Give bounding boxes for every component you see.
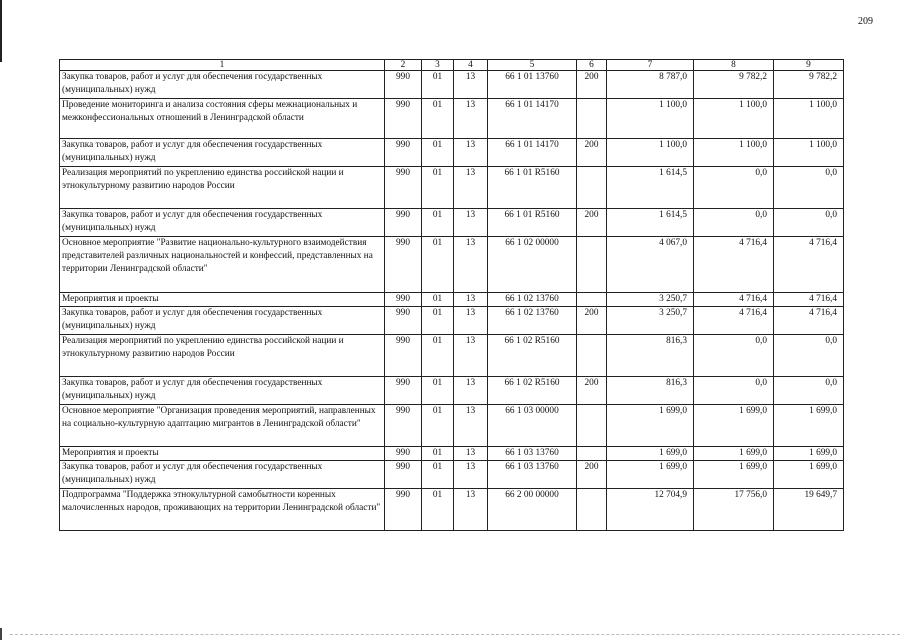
target-article-cell: 66 1 01 13760: [488, 71, 577, 99]
subsection-cell: 13: [454, 71, 488, 99]
expense-type-cell: 200: [577, 461, 607, 489]
amount-year1-cell: 1 699,0: [607, 461, 694, 489]
expense-type-cell: [577, 99, 607, 139]
table-row: [60, 209, 844, 237]
table-row: [60, 461, 844, 489]
amount-year2-cell: 17 756,0: [694, 489, 774, 531]
table-row: [60, 307, 844, 335]
code-cell: 990: [385, 377, 422, 405]
table-row: [60, 71, 844, 99]
target-article-cell: 66 1 01 14170: [488, 139, 577, 167]
target-article-cell: 66 1 02 R5160: [488, 377, 577, 405]
col-header-4: 4: [454, 60, 488, 71]
code-cell: 990: [385, 307, 422, 335]
subsection-cell: 13: [454, 293, 488, 307]
table-row: [60, 139, 844, 167]
section-cell: 01: [422, 167, 454, 209]
amount-year2-cell: 4 716,4: [694, 293, 774, 307]
target-article-cell: 66 1 01 R5160: [488, 209, 577, 237]
col-header-1: 1: [60, 60, 385, 71]
row-name-cell: Основное мероприятие "Организация проведения мероприятий, направленных на социально-культурную адаптацию мигрантов в Ленинградской области": [60, 405, 385, 447]
expense-type-cell: [577, 335, 607, 377]
row-name-cell: Реализация мероприятий по укреплению единства российской нации и этнокультурному развитию народов России: [60, 167, 385, 209]
section-cell: 01: [422, 71, 454, 99]
subsection-cell: 13: [454, 307, 488, 335]
target-article-cell: 66 1 02 R5160: [488, 335, 577, 377]
row-name-cell: Подпрограмма "Поддержка этнокультурной самобытности коренных малочисленных народов, проживающих на территории Ленинградской области": [60, 489, 385, 531]
budget-table: [59, 59, 844, 531]
code-cell: 990: [385, 293, 422, 307]
amount-year1-cell: 4 067,0: [607, 237, 694, 293]
code-cell: 990: [385, 335, 422, 377]
row-name-cell: Мероприятия и проекты: [60, 447, 385, 461]
amount-year3-cell: 19 649,7: [774, 489, 844, 531]
amount-year3-cell: 4 716,4: [774, 293, 844, 307]
col-header-6: 6: [577, 60, 607, 71]
target-article-cell: 66 1 02 13760: [488, 307, 577, 335]
expense-type-cell: 200: [577, 209, 607, 237]
subsection-cell: 13: [454, 405, 488, 447]
code-cell: 990: [385, 237, 422, 293]
amount-year2-cell: 4 716,4: [694, 307, 774, 335]
page-number: 209: [858, 16, 873, 27]
target-article-cell: 66 1 01 14170: [488, 99, 577, 139]
table-row: [60, 447, 844, 461]
table-row: [60, 335, 844, 377]
amount-year3-cell: 1 100,0: [774, 99, 844, 139]
section-cell: 01: [422, 335, 454, 377]
amount-year3-cell: 0,0: [774, 209, 844, 237]
row-name-cell: Реализация мероприятий по укреплению единства российской нации и этнокультурному развитию народов России: [60, 335, 385, 377]
row-name-cell: Закупка товаров, работ и услуг для обеспечения государственных (муниципальных) нужд: [60, 307, 385, 335]
scan-artifact-line: [10, 634, 900, 636]
code-cell: 990: [385, 447, 422, 461]
target-article-cell: 66 1 02 00000: [488, 237, 577, 293]
expense-type-cell: [577, 237, 607, 293]
amount-year1-cell: 12 704,9: [607, 489, 694, 531]
section-cell: 01: [422, 237, 454, 293]
subsection-cell: 13: [454, 139, 488, 167]
subsection-cell: 13: [454, 167, 488, 209]
subsection-cell: 13: [454, 209, 488, 237]
row-name-cell: Проведение мониторинга и анализа состояния сферы межнациональных и межконфессиональных отношений в Ленинградской области: [60, 99, 385, 139]
amount-year2-cell: 0,0: [694, 209, 774, 237]
subsection-cell: 13: [454, 99, 488, 139]
col-header-9: 9: [774, 60, 844, 71]
amount-year1-cell: 816,3: [607, 335, 694, 377]
target-article-cell: 66 2 00 00000: [488, 489, 577, 531]
target-article-cell: 66 1 02 13760: [488, 293, 577, 307]
target-article-cell: 66 1 01 R5160: [488, 167, 577, 209]
table-row: [60, 237, 844, 293]
section-cell: 01: [422, 293, 454, 307]
amount-year1-cell: 8 787,0: [607, 71, 694, 99]
row-name-cell: Мероприятия и проекты: [60, 293, 385, 307]
amount-year1-cell: 1 614,5: [607, 167, 694, 209]
row-name-cell: Закупка товаров, работ и услуг для обеспечения государственных (муниципальных) нужд: [60, 139, 385, 167]
amount-year1-cell: 3 250,7: [607, 293, 694, 307]
target-article-cell: 66 1 03 13760: [488, 447, 577, 461]
scan-edge-mark-bottom: [0, 628, 2, 640]
amount-year2-cell: 1 699,0: [694, 405, 774, 447]
amount-year1-cell: 1 614,5: [607, 209, 694, 237]
subsection-cell: 13: [454, 461, 488, 489]
section-cell: 01: [422, 139, 454, 167]
amount-year2-cell: 1 699,0: [694, 447, 774, 461]
amount-year1-cell: 3 250,7: [607, 307, 694, 335]
amount-year2-cell: 4 716,4: [694, 237, 774, 293]
code-cell: 990: [385, 461, 422, 489]
table-row: [60, 489, 844, 531]
subsection-cell: 13: [454, 237, 488, 293]
code-cell: 990: [385, 139, 422, 167]
code-cell: 990: [385, 209, 422, 237]
amount-year3-cell: 1 699,0: [774, 405, 844, 447]
amount-year1-cell: 1 100,0: [607, 139, 694, 167]
section-cell: 01: [422, 99, 454, 139]
code-cell: 990: [385, 167, 422, 209]
col-header-8: 8: [694, 60, 774, 71]
amount-year2-cell: 0,0: [694, 377, 774, 405]
row-name-cell: Закупка товаров, работ и услуг для обеспечения государственных (муниципальных) нужд: [60, 71, 385, 99]
scan-edge-mark: [0, 0, 2, 62]
section-cell: 01: [422, 447, 454, 461]
amount-year2-cell: 0,0: [694, 167, 774, 209]
table-row: [60, 405, 844, 447]
table-body: [60, 71, 844, 531]
amount-year3-cell: 1 699,0: [774, 461, 844, 489]
column-number-row: [60, 60, 844, 71]
expense-type-cell: 200: [577, 139, 607, 167]
subsection-cell: 13: [454, 447, 488, 461]
amount-year3-cell: 1 100,0: [774, 139, 844, 167]
col-header-7: 7: [607, 60, 694, 71]
amount-year3-cell: 9 782,2: [774, 71, 844, 99]
expense-type-cell: [577, 489, 607, 531]
table-row: [60, 167, 844, 209]
amount-year1-cell: 816,3: [607, 377, 694, 405]
amount-year3-cell: 0,0: [774, 167, 844, 209]
code-cell: 990: [385, 99, 422, 139]
amount-year3-cell: 0,0: [774, 377, 844, 405]
section-cell: 01: [422, 307, 454, 335]
expense-type-cell: 200: [577, 71, 607, 99]
expense-type-cell: [577, 405, 607, 447]
code-cell: 990: [385, 489, 422, 531]
row-name-cell: Закупка товаров, работ и услуг для обеспечения государственных (муниципальных) нужд: [60, 461, 385, 489]
expense-type-cell: [577, 293, 607, 307]
expense-type-cell: [577, 167, 607, 209]
target-article-cell: 66 1 03 00000: [488, 405, 577, 447]
col-header-5: 5: [488, 60, 577, 71]
amount-year2-cell: 1 100,0: [694, 139, 774, 167]
amount-year1-cell: 1 699,0: [607, 405, 694, 447]
section-cell: 01: [422, 209, 454, 237]
subsection-cell: 13: [454, 489, 488, 531]
amount-year2-cell: 9 782,2: [694, 71, 774, 99]
expense-type-cell: 200: [577, 377, 607, 405]
code-cell: 990: [385, 405, 422, 447]
section-cell: 01: [422, 405, 454, 447]
amount-year3-cell: 1 699,0: [774, 447, 844, 461]
row-name-cell: Закупка товаров, работ и услуг для обеспечения государственных (муниципальных) нужд: [60, 209, 385, 237]
target-article-cell: 66 1 03 13760: [488, 461, 577, 489]
table-row: [60, 377, 844, 405]
table-row: [60, 293, 844, 307]
amount-year2-cell: 1 699,0: [694, 461, 774, 489]
amount-year1-cell: 1 100,0: [607, 99, 694, 139]
section-cell: 01: [422, 489, 454, 531]
amount-year2-cell: 1 100,0: [694, 99, 774, 139]
subsection-cell: 13: [454, 335, 488, 377]
expense-type-cell: [577, 447, 607, 461]
row-name-cell: Основное мероприятие "Развитие национально-культурного взаимодействия представителей различных национальностей и конфессий, представленных на территории Ленинградской области": [60, 237, 385, 293]
amount-year2-cell: 0,0: [694, 335, 774, 377]
section-cell: 01: [422, 377, 454, 405]
col-header-3: 3: [422, 60, 454, 71]
row-name-cell: Закупка товаров, работ и услуг для обеспечения государственных (муниципальных) нужд: [60, 377, 385, 405]
col-header-2: 2: [385, 60, 422, 71]
code-cell: 990: [385, 71, 422, 99]
subsection-cell: 13: [454, 377, 488, 405]
table-row: [60, 99, 844, 139]
amount-year3-cell: 4 716,4: [774, 237, 844, 293]
amount-year3-cell: 0,0: [774, 335, 844, 377]
amount-year3-cell: 4 716,4: [774, 307, 844, 335]
amount-year1-cell: 1 699,0: [607, 447, 694, 461]
section-cell: 01: [422, 461, 454, 489]
expense-type-cell: 200: [577, 307, 607, 335]
